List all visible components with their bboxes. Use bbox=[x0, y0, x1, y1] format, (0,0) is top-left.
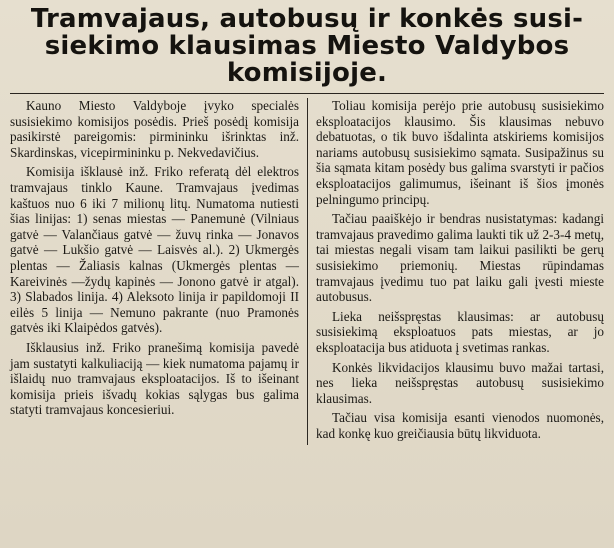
paragraph: Tačiau visa komisija esanti vienodos nuomonės, kad konkę kuo greičiausia būtų likviduota. bbox=[316, 410, 604, 441]
left-column bbox=[10, 98, 307, 445]
headline bbox=[10, 6, 604, 87]
paragraph: Kauno Miesto Valdyboje įvyko specialės susisiekimo komisijos posėdis. Prieš posėdį komisija pasikirstė pareigomis: pirmininku išrinktas inž. Skardinskas, vicepirmininku p. Nekvedavičius. bbox=[10, 98, 299, 160]
article-columns bbox=[10, 98, 604, 445]
paragraph: Lieka neišspręstas klausimas: ar autobusų susisiekimą eksploatuos pats miestas, ar jo eksploatacija bus atiduota į svetimas rankas. bbox=[316, 308, 604, 355]
paragraph: Komisija išklausė inž. Friko referatą dėl elektros tramvajaus tinklo Kaune. Tramvajaus įvedimas kaštuos nuo 6 iki 7 milionų litų. Numatoma nutiesti šias linijas: 1) senas miestas — Panemunė (Vilniaus gatvė — Valančiaus gatvė — žuvų rinka — Jonavos gatvė — Lukšio gatvė — Laisvės al.). 2) Ukmergės plentas — Žaliasis kalnas (Ukmergės plentas — Kareivinės —žydų kapinės — Jonono gatvė ir atgal). 3) Slabados linija. 4) Aleksoto linija ir papildomoji II eilės 5 linija — Nemuno pakrante (nuo Pramonės gatvės iki Klaipėdos gatvės). bbox=[10, 164, 299, 336]
right-column bbox=[307, 98, 604, 445]
paragraph: Išklausius inž. Friko pranešimą komisija pavedė jam sustatyti kalkuliaciją — kiek numatoma pajamų ir išlaidų nuo tramvajaus eksploatacijos. Iš to išeinant komisija prieis išvadų kokias sąlygas bus galima statyti tramvajaus koncesieriui. bbox=[10, 339, 299, 418]
paragraph: Konkės likvidacijos klausimu buvo mažai tartasi, nes lieka neišspręstas autobusų susisiekimo klausimas. bbox=[316, 359, 604, 406]
paragraph: Toliau komisija perėjo prie autobusų susisiekimo eksploatacijos klausimo. Šis klausimas nebuvo debatuotas, o tik buvo išdalinta atskiriems komisijos nariams autobusų susisiekimo sąmata. Susipažinus su šia sąmata kitam posėdy bus galima svarstyti ir pačios eksploatacijos galimumus, išeinant iš šios įmonės pelningumo principų. bbox=[316, 98, 604, 207]
headline-line-3: komisijoje. bbox=[226, 58, 388, 88]
paragraph: Tačiau paaiškėjo ir bendras nusistatymas: kadangi tramvajaus pravedimo galima laukti tik už 2-3-4 metų, tai miestas negali visam tam laikui pasilikti be gerų susisiekimo priemonių. Miestas rūpindamas tramvajaus įvedimu tuo pat laiku gali įvesti mieste autobusus. bbox=[316, 211, 604, 305]
headline-line-1: Tramvajaus, autobusų ir konkės susi- bbox=[30, 4, 584, 34]
headline-divider bbox=[10, 93, 604, 94]
headline-line-2: siekimo klausimas Miesto Valdybos bbox=[44, 31, 570, 61]
